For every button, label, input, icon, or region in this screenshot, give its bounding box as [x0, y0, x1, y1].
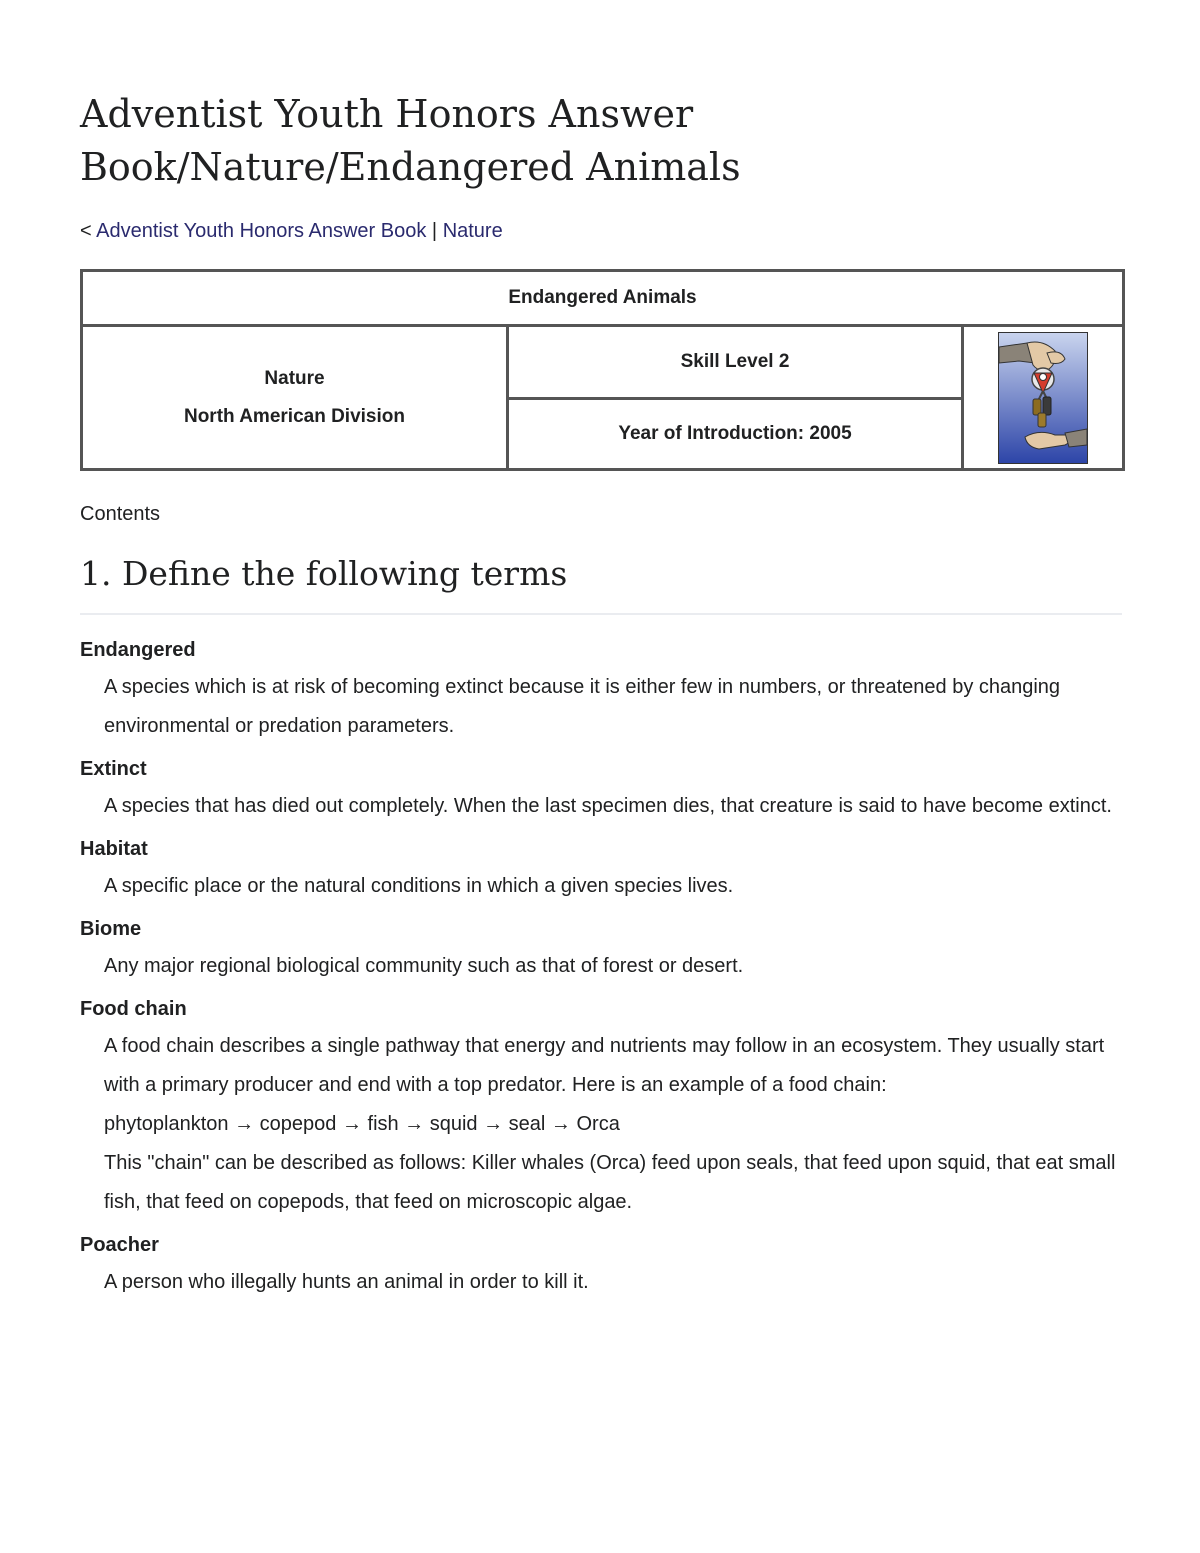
- honor-division: North American Division: [183, 405, 405, 427]
- section-heading-define-terms: 1. Define the following terms: [80, 551, 1122, 615]
- contents-label[interactable]: Contents: [80, 503, 161, 525]
- term-extinct: Extinct: [80, 758, 147, 780]
- honor-category: Nature: [264, 367, 325, 389]
- breadcrumb-separator: |: [431, 220, 438, 242]
- honor-info-table: [80, 269, 1125, 471]
- definition-endangered: [104, 668, 1122, 746]
- honor-title: Endangered Animals: [82, 271, 1124, 326]
- definition-text: A person who illegally hunts an animal in order to kill it.: [104, 1271, 589, 1293]
- term-biome: Biome: [80, 918, 142, 940]
- term-poacher: Poacher: [80, 1234, 159, 1256]
- honor-patch-cell: [963, 326, 1124, 470]
- definition-habitat: [104, 867, 1122, 906]
- term-food-chain: Food chain: [80, 998, 187, 1020]
- honor-year-of-introduction: Year of Introduction: 2005: [508, 399, 963, 470]
- page-title: [80, 88, 1122, 194]
- definition-text: A food chain describes a single pathway that energy and nutrients may follow in an ecosystem. They usually start with a primary producer and end with a top predator. Here is an example of a food chain:: [104, 1035, 1105, 1096]
- page-title-line1: Adventist Youth Honors Answer: [80, 92, 694, 136]
- food-chain-example: phytoplankton → copepod → fish → squid → seal → Orca: [104, 1113, 620, 1135]
- term-habitat: Habitat: [80, 838, 148, 860]
- definition-text: A specific place or the natural conditions in which a given species lives.: [104, 875, 734, 897]
- breadcrumb-link-nature[interactable]: Nature: [442, 220, 503, 242]
- honor-category-cell: [82, 326, 508, 470]
- honor-skill-level: Skill Level 2: [508, 326, 963, 399]
- food-chain-explanation: This "chain" can be described as follows: Killer whales (Orca) feed upon seals, that feed upon squid, that eat small fish, that feed on copepods, that feed on microscopic algae.: [104, 1152, 1116, 1213]
- breadcrumb-prefix: <: [80, 220, 92, 242]
- definition-extinct: [104, 787, 1122, 826]
- definition-food-chain: [104, 1027, 1122, 1222]
- hand-with-keys-patch-icon[interactable]: [998, 332, 1088, 464]
- definition-biome: [104, 947, 1122, 986]
- breadcrumb-link-answer-book[interactable]: Adventist Youth Honors Answer Book: [96, 220, 427, 242]
- breadcrumb: [80, 218, 1122, 244]
- definition-text: A species that has died out completely. When the last specimen dies, that creature is said to have become extinct.: [104, 795, 1112, 817]
- definition-text: A species which is at risk of becoming extinct because it is either few in numbers, or threatened by changing environmental or predation parameters.: [104, 676, 1061, 737]
- page-title-line2: Book/Nature/Endangered Animals: [80, 145, 741, 189]
- definition-poacher: [104, 1263, 1122, 1302]
- definition-list: [80, 637, 1122, 1302]
- definition-text: Any major regional biological community such as that of forest or desert.: [104, 955, 744, 977]
- page-content: [80, 88, 1122, 1312]
- term-endangered: Endangered: [80, 639, 196, 661]
